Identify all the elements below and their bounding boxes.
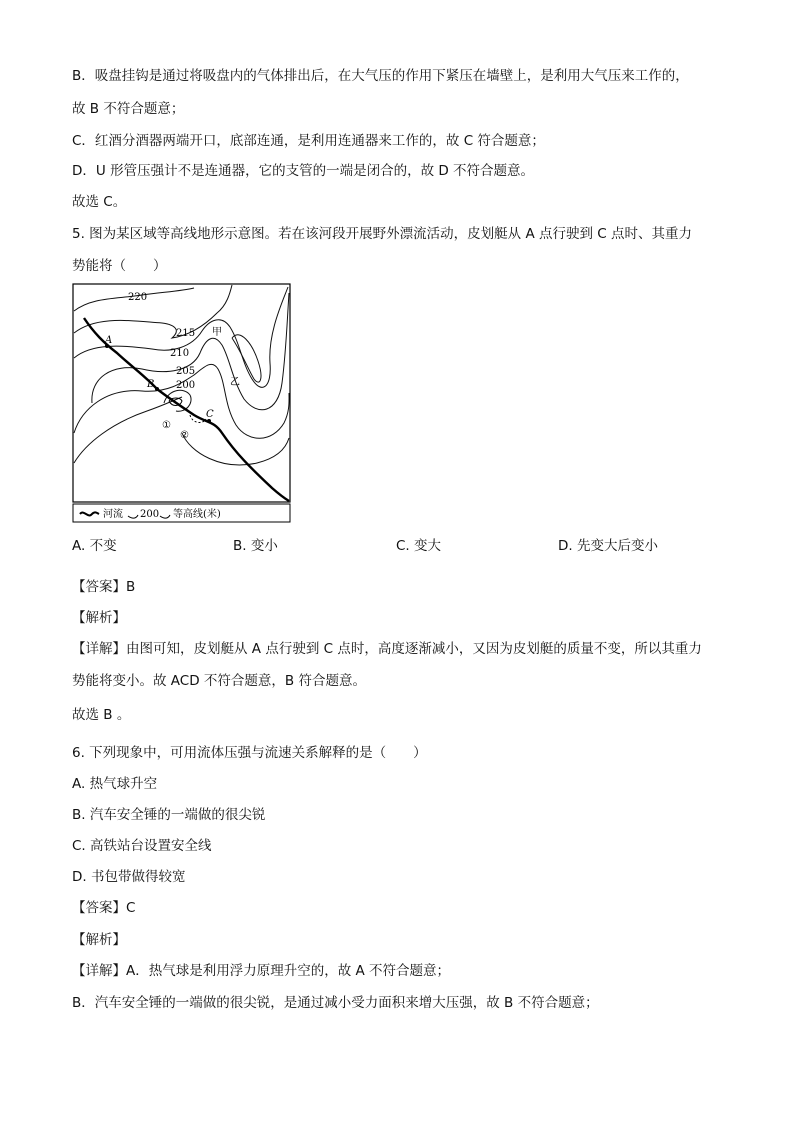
- q6-detail-line-1: 【详解】A．热气球是利用浮力原理升空的，故 A 不符合题意；: [72, 963, 451, 979]
- region-2-label: ②: [180, 430, 189, 441]
- text-line-1: B．吸盘挂钩是通过将吸盘内的气体排出后，在大气压的作用下紧压在墙壁上，是利用大气压来工作的，: [72, 68, 689, 84]
- q6-answer: 【答案】C: [72, 900, 136, 916]
- question-5-stem-1: 5. 图为某区域等高线地形示意图。若在该河段开展野外漂流活动，皮划艇从 A 点行驶到 C 点时、其重力: [72, 226, 692, 242]
- q5-analysis-heading: 【解析】: [72, 610, 126, 626]
- contour-map-svg: [72, 283, 292, 523]
- q5-answer: 【答案】B: [72, 579, 136, 595]
- text-line-5: 故选 C。: [72, 194, 127, 210]
- q5-choose: 故选 B 。: [72, 707, 131, 723]
- point-b-label: B: [147, 379, 155, 390]
- point-a-label: A: [105, 335, 113, 346]
- q6-analysis-heading: 【解析】: [72, 932, 126, 948]
- text-line-4: D．U 形管压强计不是连通器，它的支管的一端是闭合的，故 D 不符合题意。: [72, 163, 535, 179]
- q5-option-d: D. 先变大后变小: [558, 538, 658, 554]
- map-border: [73, 284, 290, 502]
- contour-map-figure: [72, 283, 292, 523]
- point-c-label: C: [206, 409, 214, 420]
- contour-label-215: 215: [176, 328, 196, 339]
- region-yi-label: 乙: [230, 377, 240, 388]
- region-1-label: ①: [162, 420, 171, 431]
- contour-label-210: 210: [170, 348, 190, 359]
- question-6-stem: 6. 下列现象中，可用流体压强与流速关系解释的是（ ）: [72, 745, 427, 761]
- legend-river-icon: [80, 512, 99, 515]
- q5-option-b: B. 变小: [233, 538, 278, 554]
- q6-option-b: B. 汽车安全锤的一端做的很尖锐: [72, 807, 266, 823]
- text-line-3: C．红酒分酒器两端开口，底部连通，是利用连通器来工作的，故 C 符合题意；: [72, 133, 545, 149]
- q5-detail-line-1: 【详解】由图可知，皮划艇从 A 点行驶到 C 点时，高度逐渐减小，又因为皮划艇的质量不变，所以其重力: [72, 641, 702, 657]
- contour-label-200: 200: [176, 380, 196, 391]
- q6-option-c: C. 高铁站台设置安全线: [72, 838, 212, 854]
- q6-detail-line-2: B．汽车安全锤的一端做的很尖锐，是通过减小受力面积来增大压强，故 B 不符合题意；: [72, 995, 599, 1011]
- legend-contour-label: 等高线(米): [173, 509, 221, 520]
- q5-option-a: A. 不变: [72, 538, 117, 554]
- contour-label-205: 205: [176, 366, 196, 377]
- legend-contour-icon: [128, 515, 138, 518]
- contour-label-220: 220: [128, 292, 148, 303]
- text-line-2: 故 B 不符合题意；: [72, 101, 185, 117]
- question-5-stem-2: 势能将（ ）: [72, 258, 167, 274]
- region-jia-label: 甲: [212, 327, 222, 338]
- q6-option-d: D. 书包带做得较宽: [72, 869, 186, 885]
- point-b-dot: [155, 387, 159, 391]
- q5-detail-line-2: 势能将变小。故 ACD 不符合题意，B 符合题意。: [72, 673, 366, 689]
- legend-contour-value: 200: [140, 509, 160, 520]
- legend-river-label: 河流: [103, 509, 123, 520]
- q6-option-a: A. 热气球升空: [72, 776, 158, 792]
- q5-option-c: C. 变大: [396, 538, 442, 554]
